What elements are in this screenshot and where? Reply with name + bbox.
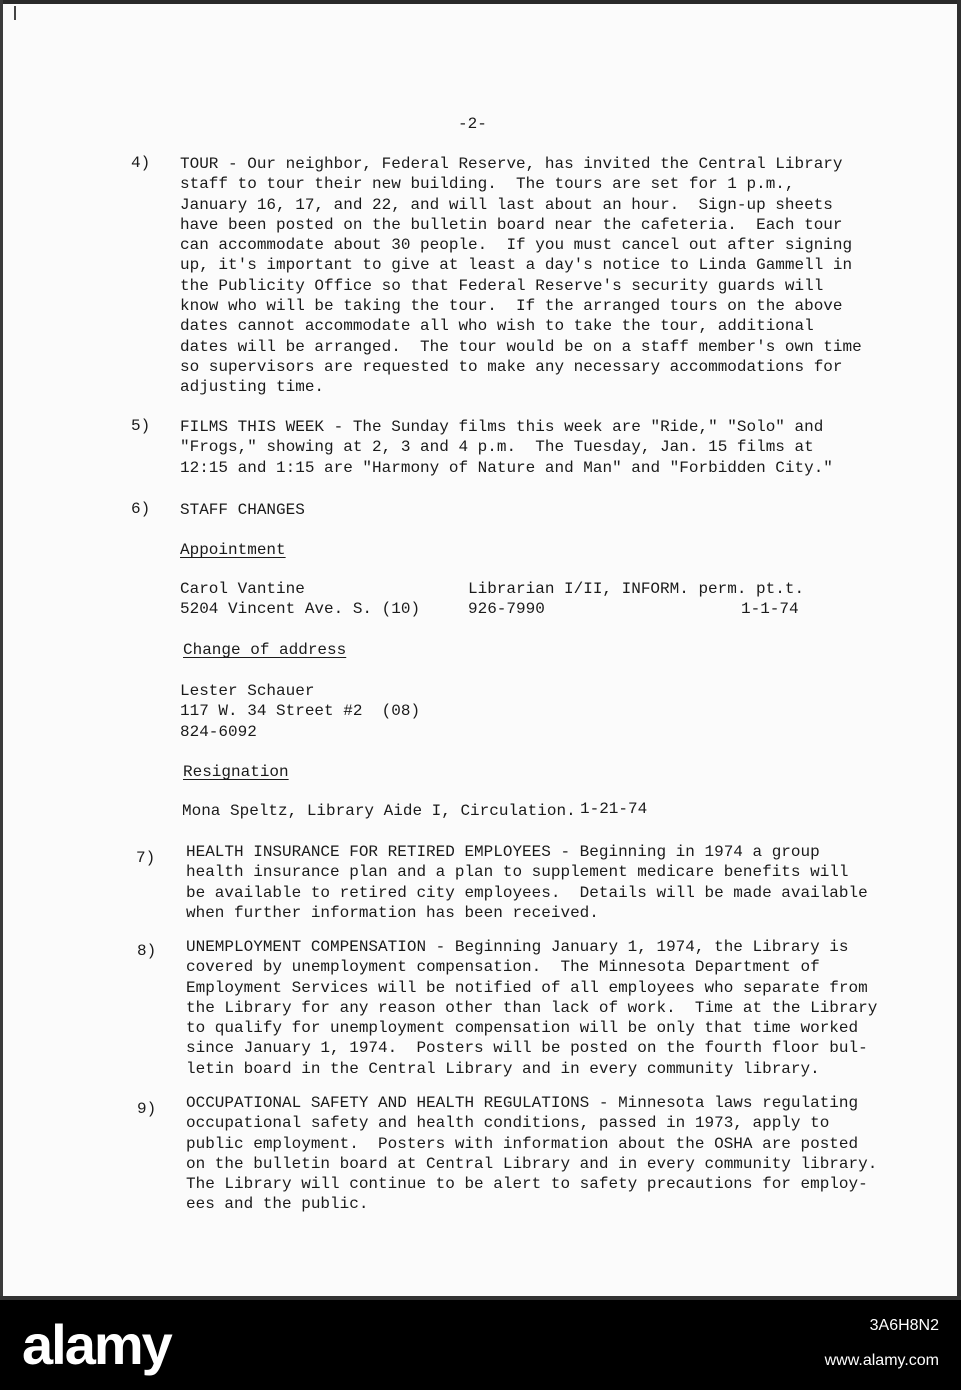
- scan-edge-right: [957, 0, 961, 1300]
- item-number: 7): [136, 849, 156, 867]
- appointment-name: Carol Vantine: [180, 580, 305, 598]
- resignation-heading: Resignation: [183, 763, 289, 781]
- item-text: UNEMPLOYMENT COMPENSATION - Beginning January 1, 1974, the Library is covered by unemployment compensation. The Minnesota Department of Employment Services will be notified of all employees who separate from the Library for any reason other than lack of work. Time at the Library to qualify for unemployment compensation will be only that time worked since January 1, 1974. Posters will be posted on the fourth floor bul- letin board in the Central Library and in every community library.: [186, 938, 878, 1078]
- item-staff-changes: [180, 500, 305, 520]
- item-text: STAFF CHANGES: [180, 501, 305, 519]
- appointment-position: Librarian I/II, INFORM. perm. pt.t.: [468, 580, 805, 598]
- scan-edge-top: [0, 0, 961, 4]
- item-number: 9): [137, 1100, 157, 1118]
- item-number: 5): [131, 417, 151, 435]
- change-of-address-phone: 824-6092: [180, 723, 257, 741]
- appointment-phone: 926-7990: [468, 600, 545, 618]
- resignation-date: 1-21-74: [580, 800, 648, 818]
- item-text: HEALTH INSURANCE FOR RETIRED EMPLOYEES - Beginning in 1974 a group health insurance plan and a plan to supplement medicare benefits will be available to retired city employees. Details will be made available when further information has been received.: [186, 843, 868, 922]
- alamy-logo: alamy: [22, 1313, 171, 1376]
- appointment-heading: Appointment: [180, 541, 286, 559]
- change-of-address-name: Lester Schauer: [180, 682, 315, 700]
- item-text: FILMS THIS WEEK - The Sunday films this week are "Ride," "Solo" and "Frogs," showing at 2, 3 and 4 p.m. The Tuesday, Jan. 15 films at 12:15 and 1:15 are "Harmony of Nature and Man" and "Forbidden City.": [180, 418, 833, 477]
- scan-edge-left: [0, 0, 3, 1300]
- item-number: 4): [131, 154, 151, 172]
- appointment-address: 5204 Vincent Ave. S. (10): [180, 600, 421, 618]
- item-text: OCCUPATIONAL SAFETY AND HEALTH REGULATIONS - Minnesota laws regulating occupational safety and health conditions, passed in 1973, apply to public employment. Posters with information about the OSHA are posted on the bulletin board at Central Library and in every community library. The Library will continue to be alert to safety precautions for employ- ees and the public.: [186, 1094, 878, 1214]
- site-url: www.alamy.com: [824, 1352, 939, 1369]
- item-unemployment: [186, 937, 877, 1079]
- item-health-insurance: [186, 842, 868, 923]
- page-number: -2-: [458, 115, 487, 133]
- item-osha: [186, 1093, 877, 1215]
- image-id: 3A6H8N2: [869, 1317, 939, 1334]
- item-number: 6): [131, 500, 151, 518]
- change-of-address-heading: Change of address: [183, 641, 347, 659]
- appointment-date: 1-1-74: [741, 600, 799, 618]
- item-number: 8): [137, 942, 157, 960]
- item-text: TOUR - Our neighbor, Federal Reserve, has invited the Central Library staff to tour their new building. The tours are set for 1 p.m., January 16, 17, and 22, and will last about an hour. Sign-up sheets have been posted on the bulletin board near the cafeteria. Each tour can accommodate about 30 people. If you must cancel out after signing up, it's important to give at least a day's notice to Linda Gammell in the Publicity Office so that Federal Reserve's security guards will know who will be taking the tour. If the arranged tours on the above dates cannot accommodate all who wish to take the tour, additional dates will be arranged. The tour would be on a staff member's own time so supervisors are requested to make any necessary accommodations for adjusting time.: [180, 155, 862, 397]
- item-films: [180, 417, 833, 478]
- watermark-footer: [0, 1300, 961, 1390]
- item-tour: [180, 154, 862, 398]
- change-of-address-address: 117 W. 34 Street #2 (08): [180, 702, 421, 720]
- resignation-text: Mona Speltz, Library Aide I, Circulation.: [182, 802, 576, 820]
- scan-mark: [14, 6, 22, 20]
